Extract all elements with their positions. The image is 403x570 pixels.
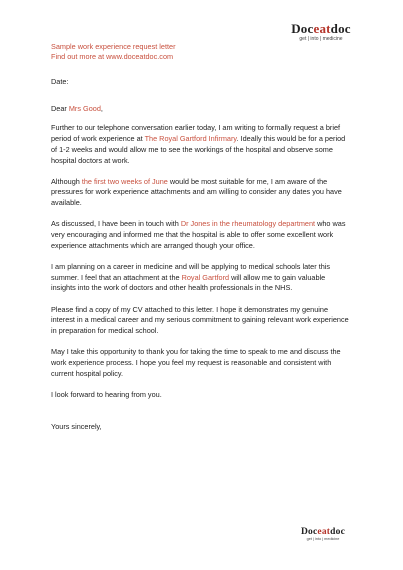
paragraph-6: May I take this opportunity to thank you for taking the time to speak to me and discuss the work experience process. I hope you feel my request is reasonable and consistent with current hospital policy. — [51, 347, 341, 378]
brand-tagline-footer: get | into | medicine — [306, 537, 340, 541]
header-link[interactable]: Find out more at www.doceatdoc.com — [51, 52, 174, 61]
brand-name-accent: eat — [313, 21, 331, 36]
brand-name-footer-prefix: Doc — [300, 527, 318, 537]
paragraph-2 — [51, 177, 351, 209]
paragraph-2-text-b: would be most suitable for me, I am aware of the pressures for work experience attachments and am willing to consider any dates you have available. — [51, 176, 342, 208]
brand-name-footer-accent: eat — [317, 527, 331, 537]
paragraph-4-text-b: will allow me to gain valuable insights into the work of doctors and other health professionals in the NHS. — [51, 272, 326, 293]
paragraph-1-text-b: . Ideally this would be for a period of 1-2 weeks and would allow me to see the workings of the hospital and observe some hospital doctors at work. — [51, 134, 346, 165]
header-title: Sample work experience request letter — [51, 42, 176, 51]
paragraph-3 — [51, 219, 351, 251]
brand-tagline: get | into | medicine — [299, 36, 343, 42]
brand-logo-top — [283, 22, 359, 43]
brand-name — [283, 22, 359, 36]
brand-name-prefix: Doc — [291, 21, 314, 36]
paragraph-3-text-a: As discussed, I have been in touch with — [51, 219, 181, 229]
brand-logo-bottom — [295, 527, 351, 542]
salutation-prefix: Dear — [51, 103, 69, 113]
salutation — [51, 104, 351, 115]
preferred-dates: the first two weeks of June — [81, 176, 168, 186]
date-label: Date: — [51, 77, 69, 86]
paragraph-2-text-a: Although — [51, 176, 82, 186]
hospital-short-name: Royal Gartford — [181, 272, 230, 282]
paragraph-1 — [51, 123, 351, 166]
brand-name-suffix: doc — [330, 21, 351, 36]
paragraph-4-text-a: I am planning on a career in medicine and will be applying to medical schools later this summer. I feel that an attachment at the — [51, 261, 331, 282]
contact-doctor: Dr Jones in the rheumatology department — [180, 219, 316, 229]
recipient-name: Mrs Good — [68, 103, 101, 113]
hospital-name: The Royal Gartford Infirmary — [144, 134, 237, 144]
paragraph-3-text-b: who was very encouraging and informed me that the hospital is able to offer some excellent work experience attachments which are arranged though your office. — [51, 219, 346, 250]
paragraph-1-text-a: Further to our telephone conversation earlier today, I am writing to formally request a brief period of work experience at — [51, 123, 341, 144]
letter-header — [51, 42, 176, 62]
brand-name-footer-suffix: doc — [330, 527, 346, 537]
brand-name-footer — [295, 527, 351, 537]
paragraph-5: Please find a copy of my CV attached to this letter. I hope it demonstrates my genuine interest in a medical career and my serious commitment to gaining relevant work experience in preparation for medical school. — [51, 304, 349, 335]
paragraph-7: I look forward to hearing from you. — [51, 389, 162, 399]
salutation-suffix: , — [100, 103, 103, 113]
letter-body — [51, 77, 351, 444]
paragraph-4 — [51, 262, 351, 294]
closing: Yours sincerely, — [51, 422, 102, 432]
